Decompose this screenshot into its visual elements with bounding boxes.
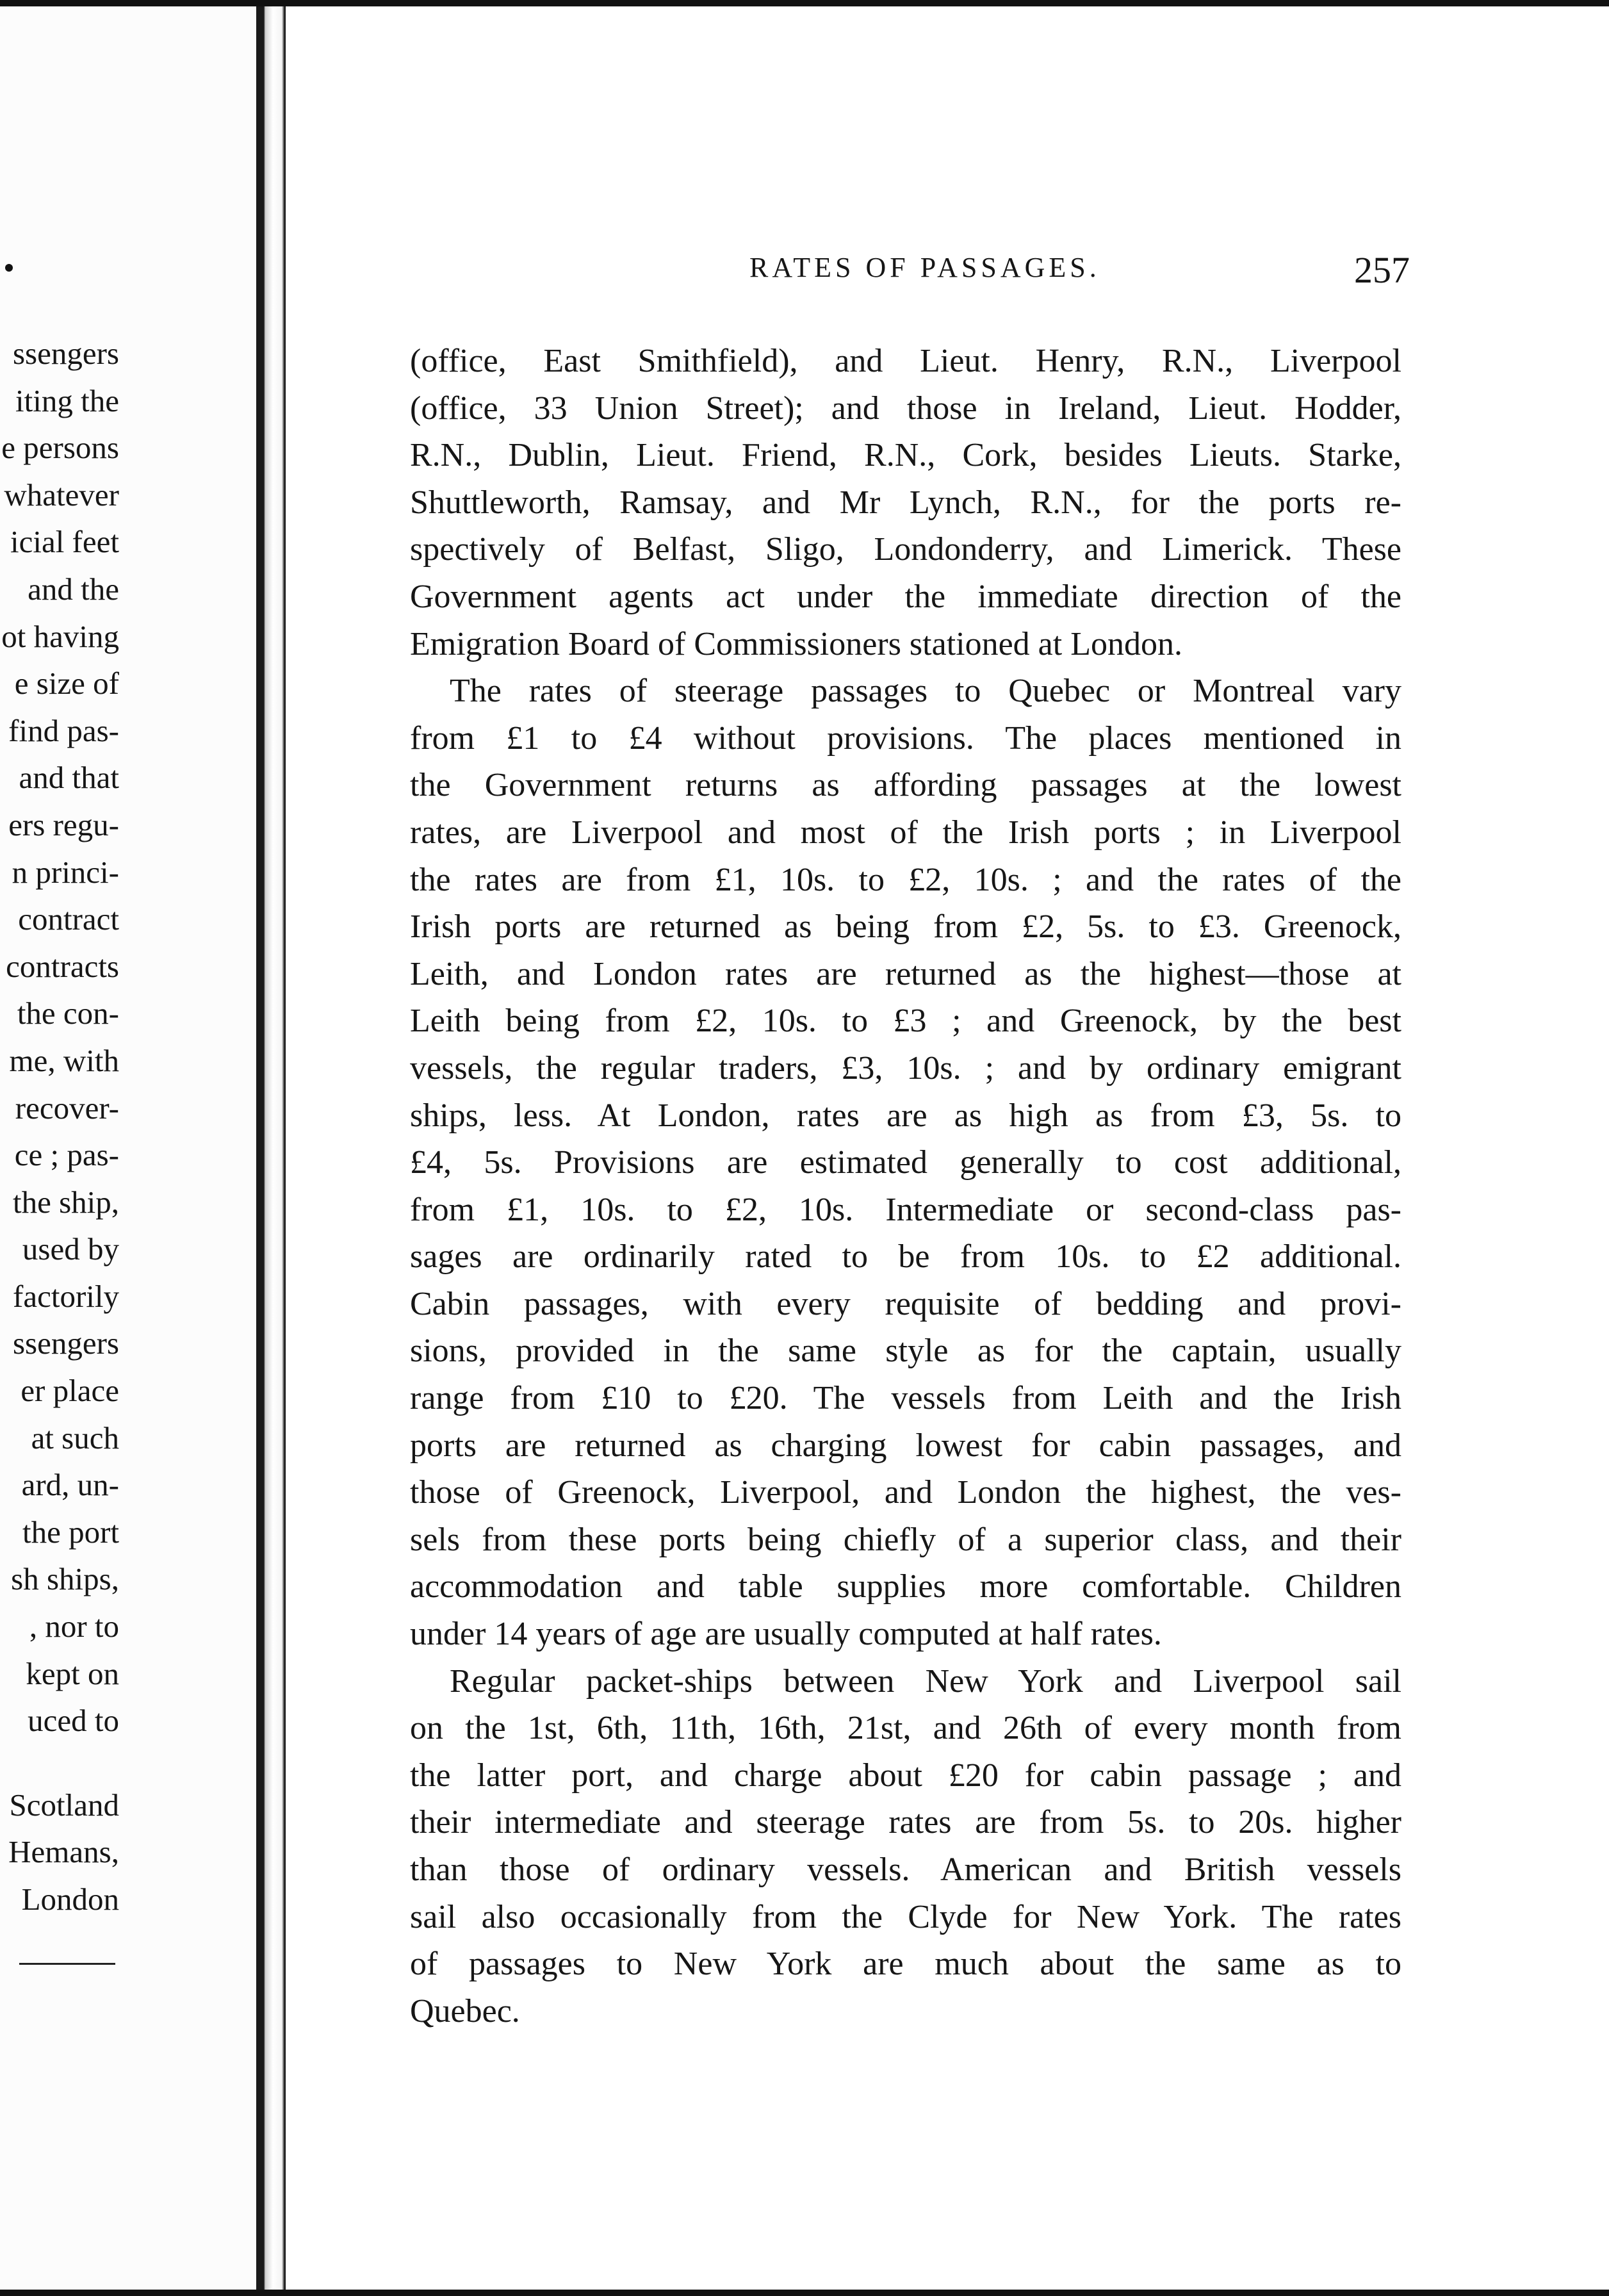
left-line-fragment: at such (31, 1420, 119, 1456)
left-line-fragment: ssengers (12, 336, 119, 371)
left-line-fragment: ce ; pas- (14, 1137, 119, 1173)
text-line: R.N., Dublin, Lieut. Friend, R.N., Cork, besides Lieuts. Starke, (410, 437, 1401, 474)
left-line-fragment: and the (28, 571, 119, 607)
text-line: the latter port, and charge about £20 for cabin passage ; and (410, 1757, 1401, 1794)
left-line-fragment: and that (19, 760, 119, 796)
text-line: sages are ordinarily rated to be from 10s. to £2 additional. (410, 1238, 1401, 1275)
text-line: their intermediate and steerage rates are from 5s. to 20s. higher (410, 1804, 1401, 1841)
left-line-fragment: ot having (1, 618, 119, 654)
text-line: range from £10 to £20. The vessels from Leith and the Irish (410, 1380, 1401, 1417)
text-line: under 14 years of age are usually computed at half rates. (410, 1616, 1162, 1653)
left-line-fragment: ard, un- (21, 1467, 119, 1503)
text-line: sions, provided in the same style as for the captain, usually (410, 1332, 1401, 1370)
left-line-fragment: me, with (9, 1042, 119, 1078)
left-line-fragment: used by (22, 1231, 119, 1267)
text-line: Regular packet-ships between New York and Liverpool sail (450, 1662, 1401, 1700)
left-line-fragment: sh ships, (11, 1561, 119, 1597)
left-line-fragment: er place (20, 1373, 119, 1409)
text-line: the Government returns as affording passages at the lowest (410, 767, 1401, 804)
text-line: (office, East Smithfield), and Lieut. Henry, R.N., Liverpool (410, 343, 1401, 379)
text-line: ports are returned as charging lowest for cabin passages, and (410, 1427, 1401, 1464)
text-line: on the 1st, 6th, 11th, 16th, 21st, and 26th of every month from (410, 1710, 1401, 1747)
left-line-fragment: the con- (17, 996, 119, 1031)
left-line-fragment: ssengers (12, 1325, 119, 1361)
left-line-fragment: the port (22, 1514, 119, 1550)
text-line: from £1 to £4 without provisions. The places mentioned in (410, 719, 1401, 757)
text-line: spectively of Belfast, Sligo, Londonderry, and Limerick. These (410, 531, 1401, 568)
left-line-fragment: e persons (1, 430, 119, 466)
body-text (410, 338, 1401, 2035)
text-line: Cabin passages, with every requisite of bedding and provi- (410, 1285, 1401, 1322)
paragraph (410, 338, 1401, 668)
book-gutter (256, 6, 286, 2290)
text-line: the rates are from £1, 10s. to £2, 10s. ; and the rates of the (410, 861, 1401, 898)
text-line: (office, 33 Union Street); and those in Ireland, Lieut. Hodder, (410, 390, 1401, 427)
text-line: Shuttleworth, Ramsay, and Mr Lynch, R.N., for the ports re- (410, 484, 1401, 521)
text-line: than those of ordinary vessels. American and British vessels (410, 1851, 1401, 1888)
left-line-fragment: uced to (28, 1703, 119, 1739)
left-line-fragment: recover- (15, 1090, 119, 1126)
text-line: accommodation and table supplies more comfortable. Children (410, 1568, 1401, 1605)
left-page-lines (1, 330, 119, 1923)
running-head: RATES OF PASSAGES. (749, 252, 1100, 283)
text-line: Leith, and London rates are returned as the highest—those at (410, 955, 1401, 992)
text-line: Government agents act under the immediate direction of the (410, 578, 1401, 615)
text-line: of passages to New York are much about the same as to (410, 1946, 1401, 1983)
left-line-fragment: factorily (13, 1278, 119, 1314)
text-line: sail also occasionally from the Clyde for New York. The rates (410, 1898, 1401, 1935)
left-line-fragment: find pas- (8, 712, 119, 748)
left-line-fragment: whatever (4, 477, 119, 512)
left-line-fragment: , nor to (29, 1609, 119, 1644)
text-line: those of Greenock, Liverpool, and London the highest, the ves- (410, 1474, 1401, 1511)
left-line-fragment: Hemans, (8, 1834, 119, 1870)
left-line-fragment: e size of (14, 666, 119, 701)
text-line: £4, 5s. Provisions are estimated generally to cost additional, (410, 1144, 1401, 1181)
main-page (286, 6, 1609, 2290)
page-number: 257 (1354, 249, 1410, 291)
paragraph (410, 1658, 1401, 2035)
left-line-fragment: iting the (15, 382, 119, 418)
left-line-fragment: contracts (6, 948, 119, 984)
paragraph (410, 668, 1401, 1657)
left-line-fragment: Scotland (9, 1787, 119, 1823)
left-footnote-rule (19, 1963, 115, 1965)
left-line-fragment: the ship, (12, 1184, 119, 1220)
left-line-fragment: contract (18, 901, 119, 937)
text-line: Emigration Board of Commissioners stationed at London. (410, 625, 1182, 662)
text-line: vessels, the regular traders, £3, 10s. ; and by ordinary emigrant (410, 1049, 1401, 1086)
left-page-mark (5, 264, 13, 272)
text-line: from £1, 10s. to £2, 10s. Intermediate or second-class pas- (410, 1191, 1401, 1228)
text-line: The rates of steerage passages to Quebec or Montreal vary (450, 673, 1401, 710)
left-line-fragment: London (21, 1882, 119, 1917)
left-line-fragment: kept on (26, 1655, 119, 1691)
text-line: Irish ports are returned as being from £2, 5s. to £3. Greenock, (410, 908, 1401, 946)
left-line-fragment: ers regu- (8, 807, 119, 842)
text-line: Leith being from £2, 10s. to £3 ; and Greenock, by the best (410, 1003, 1401, 1040)
text-line: sels from these ports being chiefly of a superior class, and their (410, 1521, 1401, 1558)
text-line: ships, less. At London, rates are as high as from £3, 5s. to (410, 1097, 1401, 1134)
left-line-fragment: n princi- (12, 854, 119, 890)
left-line-fragment (1, 1744, 119, 1782)
text-line: rates, are Liverpool and most of the Irish ports ; in Liverpool (410, 814, 1401, 851)
left-line-fragment: icial feet (10, 524, 119, 560)
text-line: Quebec. (410, 1992, 520, 2030)
left-page-fragment (0, 6, 256, 2290)
